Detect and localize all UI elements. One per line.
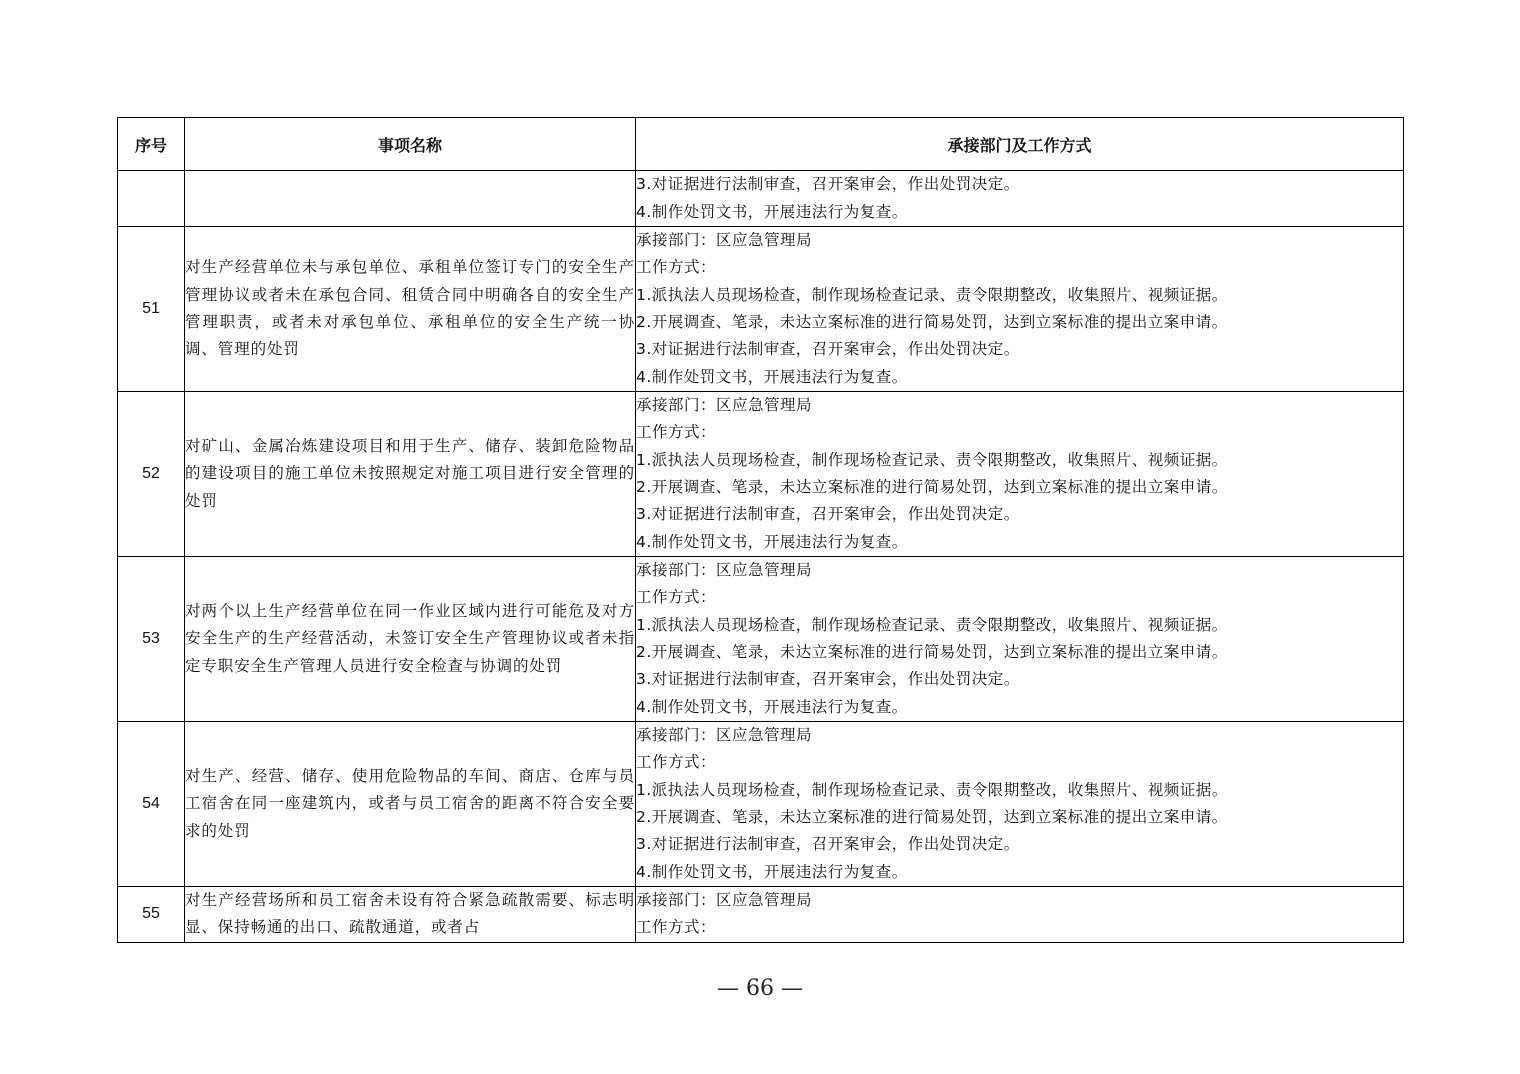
method-line: 2.开展调查、笔录，未达立案标准的进行简易处罚，达到立案标准的提出立案申请。 (636, 313, 1228, 331)
table-row (118, 887, 1404, 943)
method-line: 4.制作处罚文书，开展违法行为复查。 (636, 367, 908, 386)
department-line: 承接部门：区应急管理局 (636, 231, 813, 250)
table-row (118, 227, 1404, 392)
header-department-method: 承接部门及工作方式 (636, 118, 1404, 171)
row-department-method (636, 392, 1404, 557)
method-line: 3.对证据进行法制审查，召开案审会，作出处罚决定。 (636, 505, 1020, 524)
method-line: 1.派执法人员现场检查，制作现场检查记录、责令限期整改，收集照片、视频证据。 (636, 615, 1228, 634)
item-name-text: 对矿山、金属冶炼建设项目和用于生产、储存、装卸危险物品的建设项目的施工单位未按照规定对施工项目进行安全管理的处罚 (185, 437, 635, 510)
method-label: 工作方式： (636, 588, 717, 607)
method-line: 1.派执法人员现场检查，制作现场检查记录、责令限期整改，收集照片、视频证据。 (636, 285, 1228, 304)
method-label: 工作方式： (636, 753, 717, 772)
method-line: 3.对证据进行法制审查，召开案审会，作出处罚决定。 (636, 340, 1020, 359)
row-item-name (185, 722, 636, 887)
row-item-name (185, 887, 636, 943)
method-line: 2.开展调查、笔录，未达立案标准的进行简易处罚，达到立案标准的提出立案申请。 (636, 643, 1228, 661)
method-line: 3.对证据进行法制审查，召开案审会，作出处罚决定。 (636, 835, 1020, 854)
table-row-continued (118, 171, 1404, 227)
department-line: 承接部门：区应急管理局 (636, 561, 813, 580)
matters-table (117, 117, 1404, 943)
row-item-name (185, 227, 636, 392)
item-name-text: 对生产、经营、储存、使用危险物品的车间、商店、仓库与员工宿舍在同一座建筑内，或者与员工宿舍的距离不符合安全要求的处罚 (185, 767, 635, 840)
method-line: 1.派执法人员现场检查，制作现场检查记录、责令限期整改，收集照片、视频证据。 (636, 450, 1228, 469)
method-line: 3.对证据进行法制审查，召开案审会，作出处罚决定。 (636, 670, 1020, 689)
department-line: 承接部门：区应急管理局 (636, 396, 813, 415)
table-row (118, 392, 1404, 557)
row-serial-number: 53 (118, 557, 185, 722)
item-name-text: 对生产经营单位未与承包单位、承租单位签订专门的安全生产管理协议或者未在承包合同、租赁合同中明确各自的安全生产管理职责，或者未对承包单位、承租单位的安全生产统一协调、管理的处罚 (185, 258, 635, 359)
row-item-name (185, 557, 636, 722)
row-serial-number: 54 (118, 722, 185, 887)
item-name-text: 对两个以上生产经营单位在同一作业区域内进行可能危及对方安全生产的生产经营活动，未签订安全生产管理协议或者未指定专职安全生产管理人员进行安全检查与协调的处罚 (185, 602, 635, 675)
row-serial-number (118, 171, 185, 227)
table-header-row (118, 118, 1404, 171)
row-department-method (636, 171, 1404, 227)
row-serial-number: 55 (118, 887, 185, 943)
page-number: — 66 — (717, 976, 803, 1001)
department-line: 承接部门：区应急管理局 (636, 726, 813, 745)
method-line: 4.制作处罚文书，开展违法行为复查。 (636, 862, 908, 881)
table-row (118, 722, 1404, 887)
method-line: 4.制作处罚文书，开展违法行为复查。 (636, 532, 908, 551)
row-serial-number: 51 (118, 227, 185, 392)
item-name-text: 对生产经营场所和员工宿舍未设有符合紧急疏散需要、标志明显、保持畅通的出口、疏散通道，或者占 (185, 891, 635, 937)
method-line: 3.对证据进行法制审查，召开案审会，作出处罚决定。 (636, 175, 1020, 194)
row-serial-number: 52 (118, 392, 185, 557)
row-department-method (636, 557, 1404, 722)
method-label: 工作方式： (636, 918, 717, 937)
method-line: 1.派执法人员现场检查，制作现场检查记录、责令限期整改，收集照片、视频证据。 (636, 780, 1228, 799)
row-item-name (185, 171, 636, 227)
method-line: 2.开展调查、笔录，未达立案标准的进行简易处罚，达到立案标准的提出立案申请。 (636, 808, 1228, 826)
row-department-method (636, 887, 1404, 943)
row-department-method (636, 227, 1404, 392)
row-department-method (636, 722, 1404, 887)
method-label: 工作方式： (636, 423, 717, 442)
method-line: 4.制作处罚文书，开展违法行为复查。 (636, 202, 908, 221)
method-label: 工作方式： (636, 258, 717, 277)
header-item-name: 事项名称 (185, 118, 636, 171)
table-row (118, 557, 1404, 722)
method-line: 2.开展调查、笔录，未达立案标准的进行简易处罚，达到立案标准的提出立案申请。 (636, 478, 1228, 496)
department-line: 承接部门：区应急管理局 (636, 891, 813, 909)
method-line: 4.制作处罚文书，开展违法行为复查。 (636, 697, 908, 716)
header-serial-number: 序号 (118, 118, 185, 171)
row-item-name (185, 392, 636, 557)
